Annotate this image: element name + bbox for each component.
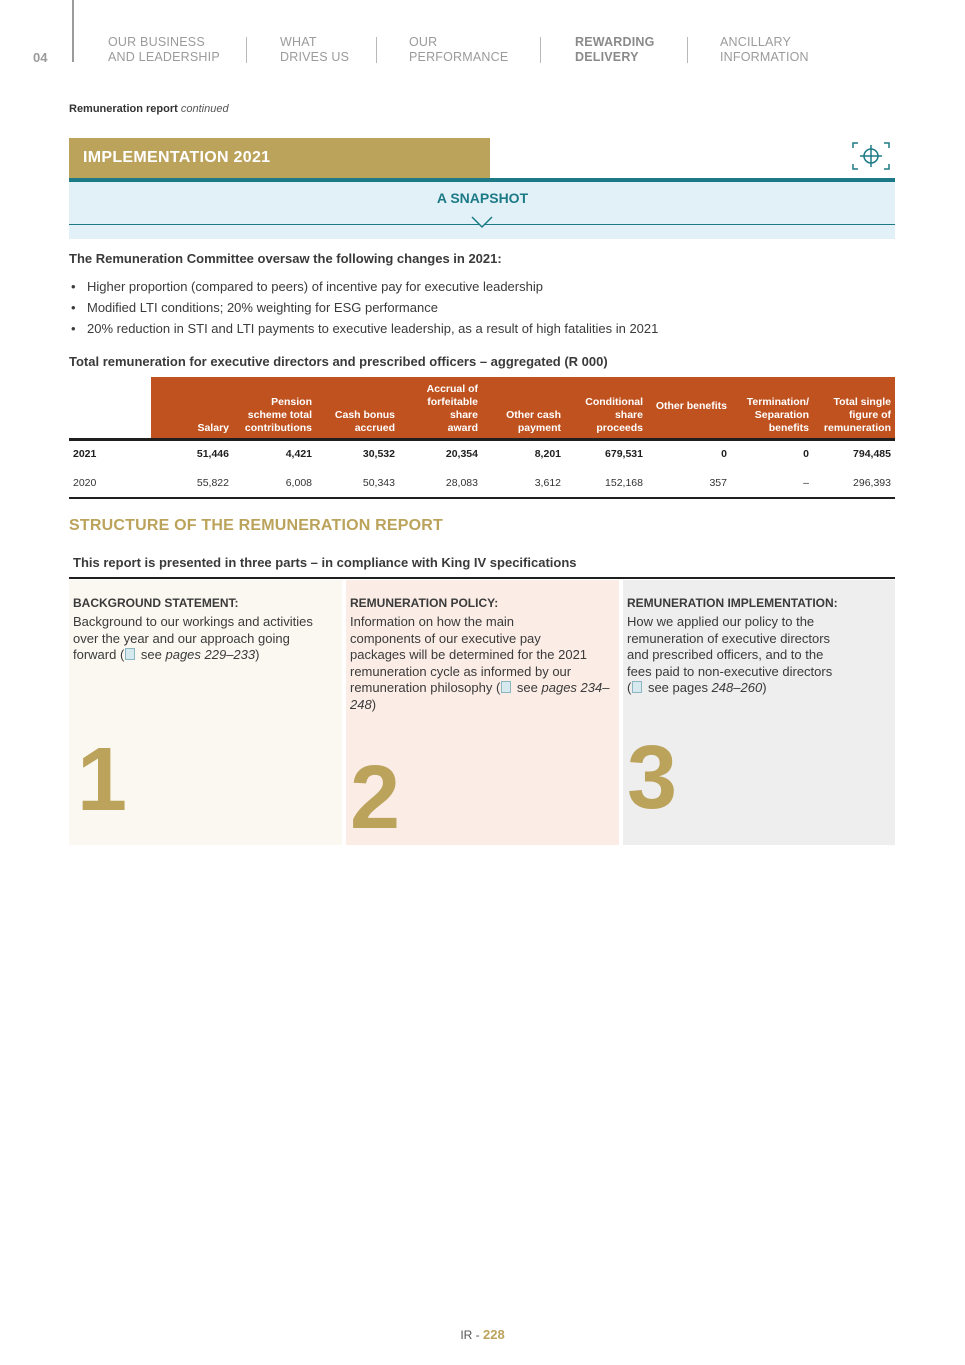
snapshot-title: A SNAPSHOT [436, 190, 529, 206]
table-row-year: 2020 [73, 477, 97, 489]
structure-subtitle: This report is presented in three parts – in compliance with King IV specifications [73, 555, 577, 570]
chapter-number: 04 [33, 50, 48, 65]
table-header-cell: Total single figure of remuneration [823, 396, 891, 434]
implementation-title: IMPLEMENTATION 2021 [83, 149, 271, 166]
structure-rule [69, 577, 895, 579]
nav-separator [246, 37, 247, 63]
table-header-cell: Cash bonus accrued [334, 409, 395, 434]
table-header-cell: Other cash payment [506, 409, 561, 434]
list-item: • Modified LTI conditions; 20% weighting for ESG performance [69, 297, 658, 318]
table-cell: 28,083 [445, 477, 478, 489]
table-cell: 4,421 [285, 448, 312, 460]
nav-item-performance[interactable]: OUR PERFORMANCE [409, 35, 509, 64]
table-header-rule [69, 438, 895, 441]
nav-item-business[interactable]: OUR BUSINESS AND LEADERSHIP [108, 35, 220, 64]
table-cell: 20,354 [445, 448, 478, 460]
card-text: Background to our workings and activities over the year and our approach going forward ( see pages 229–233) [73, 614, 313, 662]
list-item: • 20% reduction in STI and LTI payments to executive leadership, as a result of high fatalities in 2021 [69, 318, 658, 339]
table-cell: 0 [803, 448, 809, 460]
table-cell: 296,393 [853, 477, 891, 489]
table-cell: 357 [709, 477, 727, 489]
card-text: Information on how the main components of our executive pay packages will be determined for the 2021 remuneration cycle as informed by our remuneration philosophy ( see pages 234–248) [350, 614, 610, 712]
table-cell: 6,008 [285, 477, 312, 489]
card-title: REMUNERATION POLICY: [350, 596, 499, 610]
table-cell: – [803, 477, 809, 489]
document-icon[interactable] [632, 681, 642, 693]
intro-heading: The Remuneration Committee oversaw the following changes in 2021: [69, 251, 502, 266]
page-footer: IR - 228 [460, 1327, 505, 1342]
structure-title: STRUCTURE OF THE REMUNERATION REPORT [69, 517, 444, 534]
table-cell: 3,612 [534, 477, 561, 489]
table-header-cell: Termination/ Separation benefits [746, 396, 809, 434]
page-reference-link[interactable]: pages 234–248 [350, 680, 610, 712]
breadcrumb: Remuneration report continued [69, 103, 229, 115]
card-background-statement [69, 580, 342, 845]
nav-separator [540, 37, 541, 63]
card-text: How we applied our policy to the remuneration of executive directors and prescribed officers, and to the fees paid to non-executive directors ( see pages 248–260) [627, 614, 833, 695]
chapter-divider [72, 0, 74, 62]
card-number: 1 [77, 730, 128, 830]
table-title: Total remuneration for executive directors and prescribed officers – aggregated (R 000) [69, 354, 608, 369]
card-remuneration-implementation [623, 580, 895, 845]
target-icon[interactable] [850, 140, 892, 177]
list-item: • Higher proportion (compared to peers) of incentive pay for executive leadership [69, 276, 658, 297]
nav-item-rewarding-delivery[interactable]: REWARDING DELIVERY [575, 35, 655, 64]
table-header-cell: Salary [197, 422, 229, 434]
table-header-cell: Accrual of forfeitable share award [426, 383, 478, 434]
table-cell: 50,343 [362, 477, 395, 489]
table-cell: 794,485 [853, 448, 891, 460]
table-cell: 8,201 [534, 448, 561, 460]
table-bottom-rule [69, 497, 895, 499]
table-cell: 0 [721, 448, 727, 460]
nav-item-ancillary[interactable]: ANCILLARY INFORMATION [720, 35, 809, 64]
table-row-year: 2021 [73, 448, 97, 460]
table-header-cell: Pension scheme total contributions [244, 396, 312, 434]
changes-list [69, 276, 658, 339]
chevron-down-icon [471, 216, 493, 235]
card-number: 3 [627, 728, 678, 828]
card-title: BACKGROUND STATEMENT: [73, 596, 239, 610]
table-header-cell: Other benefits [655, 399, 727, 412]
nav-item-drives[interactable]: WHAT DRIVES US [280, 35, 350, 64]
table-cell: 30,532 [362, 448, 395, 460]
table-cell: 55,822 [196, 477, 229, 489]
nav-separator [376, 37, 377, 63]
page-reference-link[interactable]: 248–260 [711, 680, 763, 695]
table-cell: 152,168 [605, 477, 643, 489]
card-number: 2 [350, 748, 401, 848]
table-cell: 51,446 [196, 448, 229, 460]
nav-separator [687, 37, 688, 63]
page-reference-link[interactable]: pages 229–233 [165, 647, 256, 662]
card-remuneration-policy [346, 580, 619, 848]
top-navigation [0, 0, 965, 80]
card-title: REMUNERATION IMPLEMENTATION: [627, 596, 838, 610]
document-icon[interactable] [501, 681, 511, 693]
table-cell: 679,531 [605, 448, 643, 460]
table-header-cell: Conditional share proceeds [585, 396, 643, 434]
page-number: 228 [482, 1327, 505, 1342]
document-icon[interactable] [125, 648, 135, 660]
